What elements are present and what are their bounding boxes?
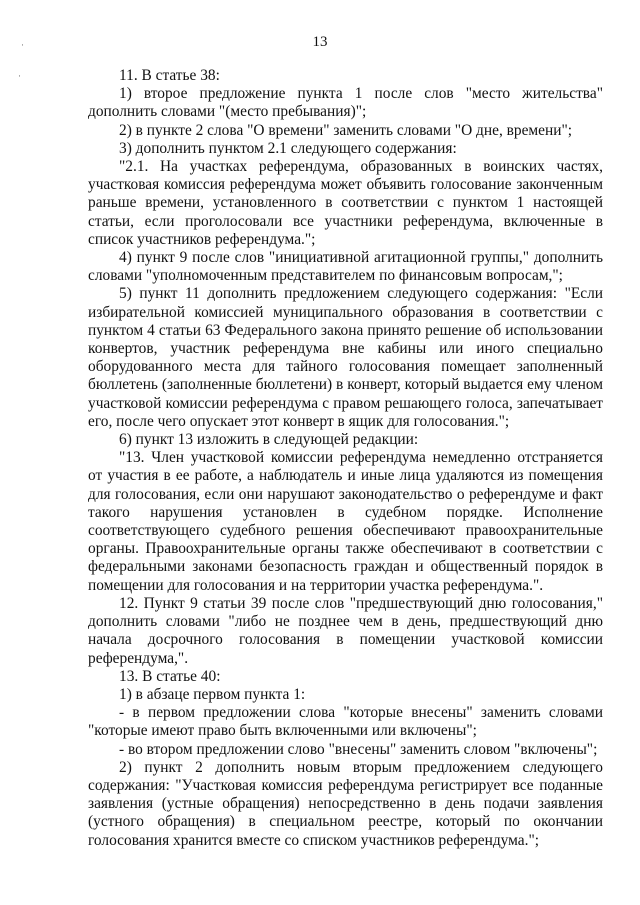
page-number: 13: [312, 34, 328, 50]
paragraph-item-4: 4) пункт 9 после слов "инициативной агитационной группы," дополнить словами "уполномоченным представителем по финансовым вопросам,";: [88, 249, 603, 285]
scan-speck: ·: [18, 71, 21, 81]
paragraph-item-5: 5) пункт 11 дополнить предложением следующего содержания: "Если избирательной комиссией муниципального образования в соответствии с пунктом 4 статьи 63 Федерального закона принято решение об использовании конвертов, участник референдума вне кабины или иного специально оборудованного места для тайного голосования помещает заполненный бюллетень (заполненные бюллетени) в конверт, который выдается ему членом участковой комиссии референдума с правом решающего голоса, запечатывает его, после чего опускает этот конверт в ящик для голосования.";: [88, 285, 603, 430]
paragraph-item-1: 1) второе предложение пункта 1 после слов "место жительства" дополнить словами "(место пребывания)";: [88, 85, 603, 121]
paragraph-article-39: 12. Пункт 9 статьи 39 после слов "предшествующий дню голосования," дополнить словами "либо не позднее чем в день, предшествующий дню начала досрочного голосования в помещении участковой комиссии референдума,".: [88, 594, 603, 667]
paragraph-item-2-1-text: "2.1. На участках референдума, образованных в воинских частях, участковая комиссия референдума может объявить голосование законченным раньше времени, установленного в соответствии с пунктом 1 настоящей статьи, если проголосовали все участники референдума, включенные в список участников референдума.";: [88, 158, 603, 248]
paragraph-first-sentence: - в первом предложении слова "которые внесены" заменить словами "которые имеют право быть включенными или включены";: [88, 704, 603, 740]
paragraph-item-6: 6) пункт 13 изложить в следующей редакции:: [119, 431, 419, 449]
paragraph-item-3: 3) дополнить пунктом 2.1 следующего содержания:: [119, 139, 457, 157]
document-body: [88, 67, 603, 850]
scan-speck: ·: [21, 40, 24, 50]
paragraph-item-13-text: "13. Член участковой комиссии референдума немедленно отстраняется от участия в ее работе, а наблюдатель и иные лица удаляются из помещения для голосования, если они нарушают законодательство о референдуме и факт такого нарушения установлен в судебном порядке. Исполнение соответствующего судебного решения обеспечивают правоохранительные органы. Правоохранительные органы также обеспечивают в соответствии с федеральными законами безопасность граждан и общественный порядок в помещении для голосования и на территории участка референдума.".: [88, 449, 603, 594]
paragraph-item-2-addition: 2) пункт 2 дополнить новым вторым предложением следующего содержания: "Участковая комиссия референдума регистрирует все поданные заявления (устные обращения) непосредственно в день подачи заявления (устного обращения) в специальном реестре, который по окончании голосования хранится вместе со списком участников референдума.";: [88, 758, 603, 849]
paragraph-item-1-abzac: 1) в абзаце первом пункта 1:: [119, 685, 306, 703]
paragraph-article-38: 11. В статье 38:: [119, 67, 220, 84]
paragraph-article-40: 13. В статье 40:: [119, 667, 221, 685]
paragraph-second-sentence: - во втором предложении слово "внесены" заменить словом "включены";: [119, 740, 598, 758]
paragraph-item-2: 2) в пункте 2 слова "О времени" заменить словами "О дне, времени";: [119, 121, 573, 139]
